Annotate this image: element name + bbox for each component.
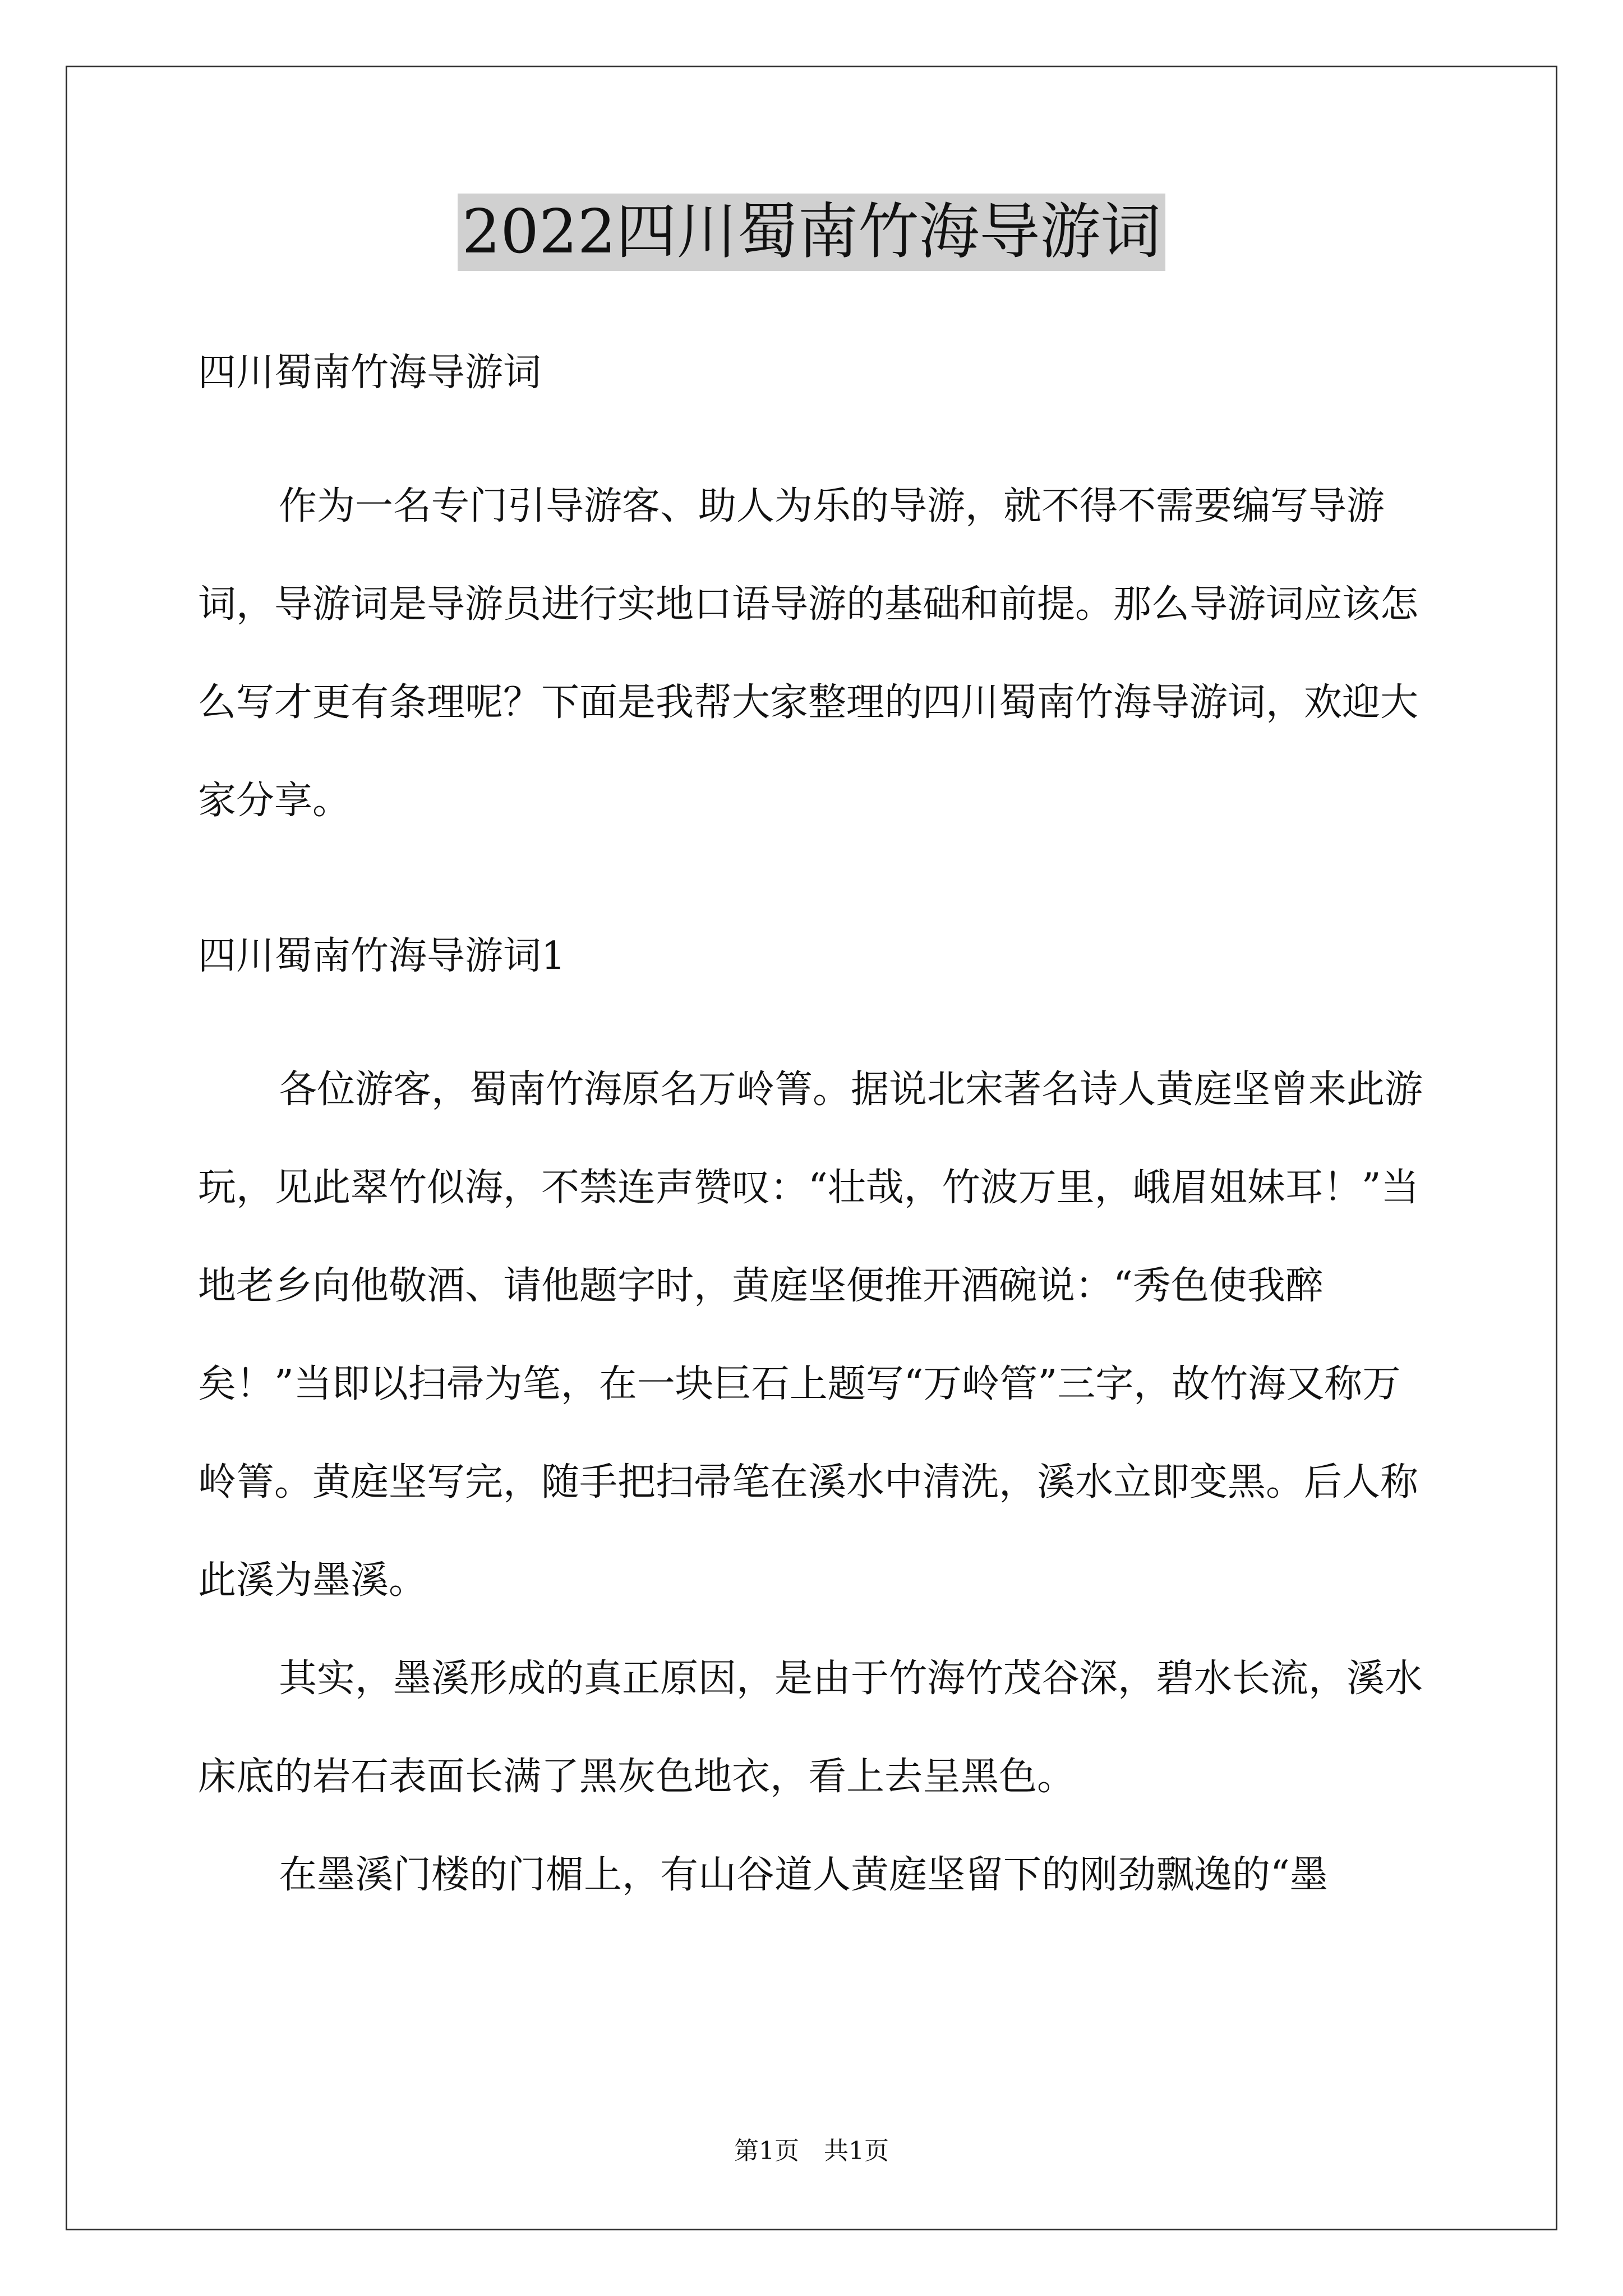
- section1-heading: 四川蜀南竹海导游词1: [198, 934, 566, 978]
- section1-paragraph: 其实，墨溪形成的真正原因，是由于竹海竹茂谷深，碧水长流，溪水床底的岩石表面长满了黑灰色地衣，看上去呈黑色。: [198, 1657, 1423, 1799]
- spacer: [198, 984, 1436, 1041]
- title-container: [0, 194, 1623, 271]
- document-title: 2022四川蜀南竹海导游词: [458, 194, 1166, 271]
- page-footer: 第1页 共1页: [734, 2137, 889, 2165]
- section1-paragraph: 各位游客，蜀南竹海原名万岭箐。据说北宋著名诗人黄庭坚曾来此游玩，见此翠竹似海，不禁连声赞叹：“壮哉，竹波万里，峨眉姐妹耳！”当地老乡向他敬酒、请他题字时，黄庭坚便推开酒碗说：“秀色使我醉矣！”当即以扫帚为笔，在一块巨石上题写“万岭管”三字，故竹海又称万岭箐。黄庭坚写完，随手把扫帚笔在溪水中清洗，溪水立即变黑。后人称此溪为墨溪。: [198, 1068, 1423, 1603]
- intro-heading: 四川蜀南竹海导游词: [198, 351, 542, 395]
- spacer: [198, 850, 1436, 928]
- intro-paragraph: 作为一名专门引导游客、助人为乐的导游，就不得不需要编写导游词，导游词是导游员进行实地口语导游的基础和前提。那么导游词应该怎么写才更有条理呢？下面是我帮大家整理的四川蜀南竹海导游词，欢迎大家分享。: [198, 484, 1419, 823]
- document-body: [198, 345, 1436, 1924]
- section1-paragraph: 在墨溪门楼的门楣上，有山谷道人黄庭坚留下的刚劲飘逸的“墨: [279, 1853, 1328, 1897]
- spacer: [198, 401, 1436, 457]
